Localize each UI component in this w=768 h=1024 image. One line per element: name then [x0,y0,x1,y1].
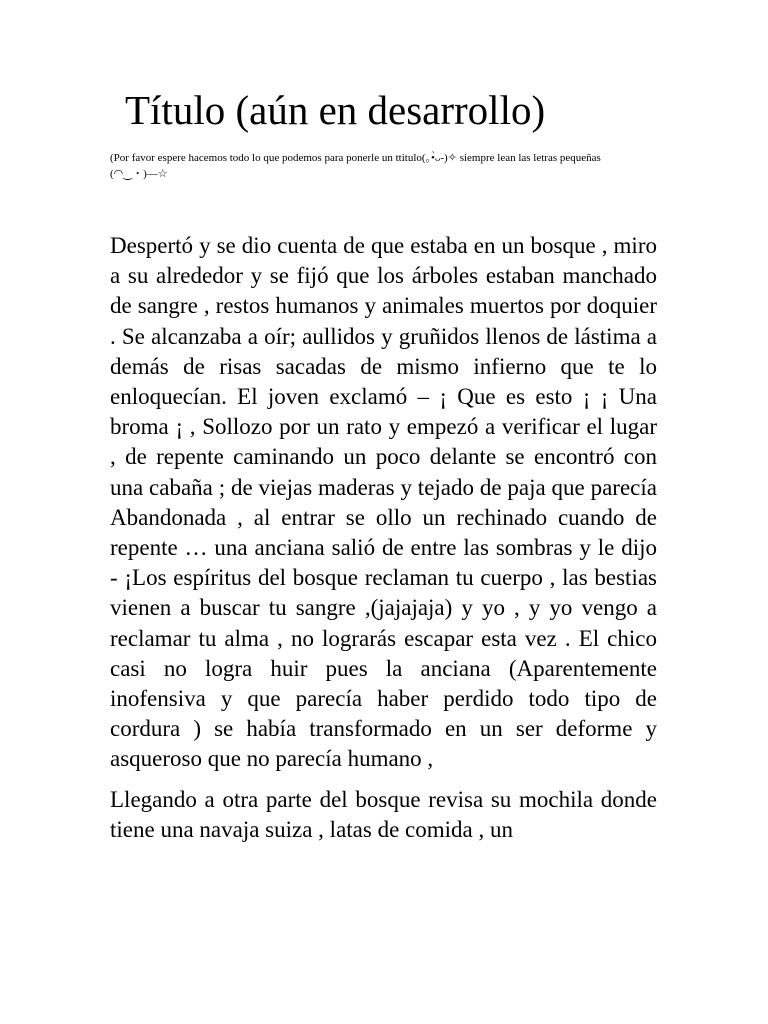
body-paragraph: Llegando a otra parte del bosque revisa su mochila donde tiene una navaja suiza , latas de comida , un [110,786,657,842]
document-body [110,231,657,845]
document-subtitle: (Por favor espere hacemos todo lo que podemos para ponerle un ttitulo(｡•̀ᴗ-)✧ siempre lean las letras pequeñas (◠‿・)—☆ [110,152,601,180]
document-title: Título (aún en desarrollo) [125,87,546,133]
body-paragraph: Despertó y se dio cuenta de que estaba en un bosque , miro a su alrededor y se fijó que los árboles estaban manchado de sangre , restos humanos y animales muertos por doquier . Se alcanzaba a oír; aullidos y gruñidos llenos de lástima a demás de risas sacadas de mismo infierno que te lo enloquecían. El joven exclamó – ¡ Que es esto ¡ ¡ Una broma ¡ , Sollozo por un rato y empezó a verificar el lugar , de repente caminando un poco delante se encontró con una cabaña ; de viejas maderas y tejado de paja que parecía Abandonada , al entrar se ollo un rechinado cuando de repente … una anciana salió de entre las sombras y le dijo - ¡Los espíritus del bosque reclaman tu cuerpo , las bestias vienen a buscar tu sangre ,(jajajaja) y yo , y yo vengo a reclamar tu alma , no lograrás escapar esta vez . El chico casi no logra huir pues la anciana (Aparentemente inofensiva y que parecía haber perdido todo tipo de cordura ) se había transformado en un ser deforme y asqueroso que no parecía humano , [110,233,657,772]
